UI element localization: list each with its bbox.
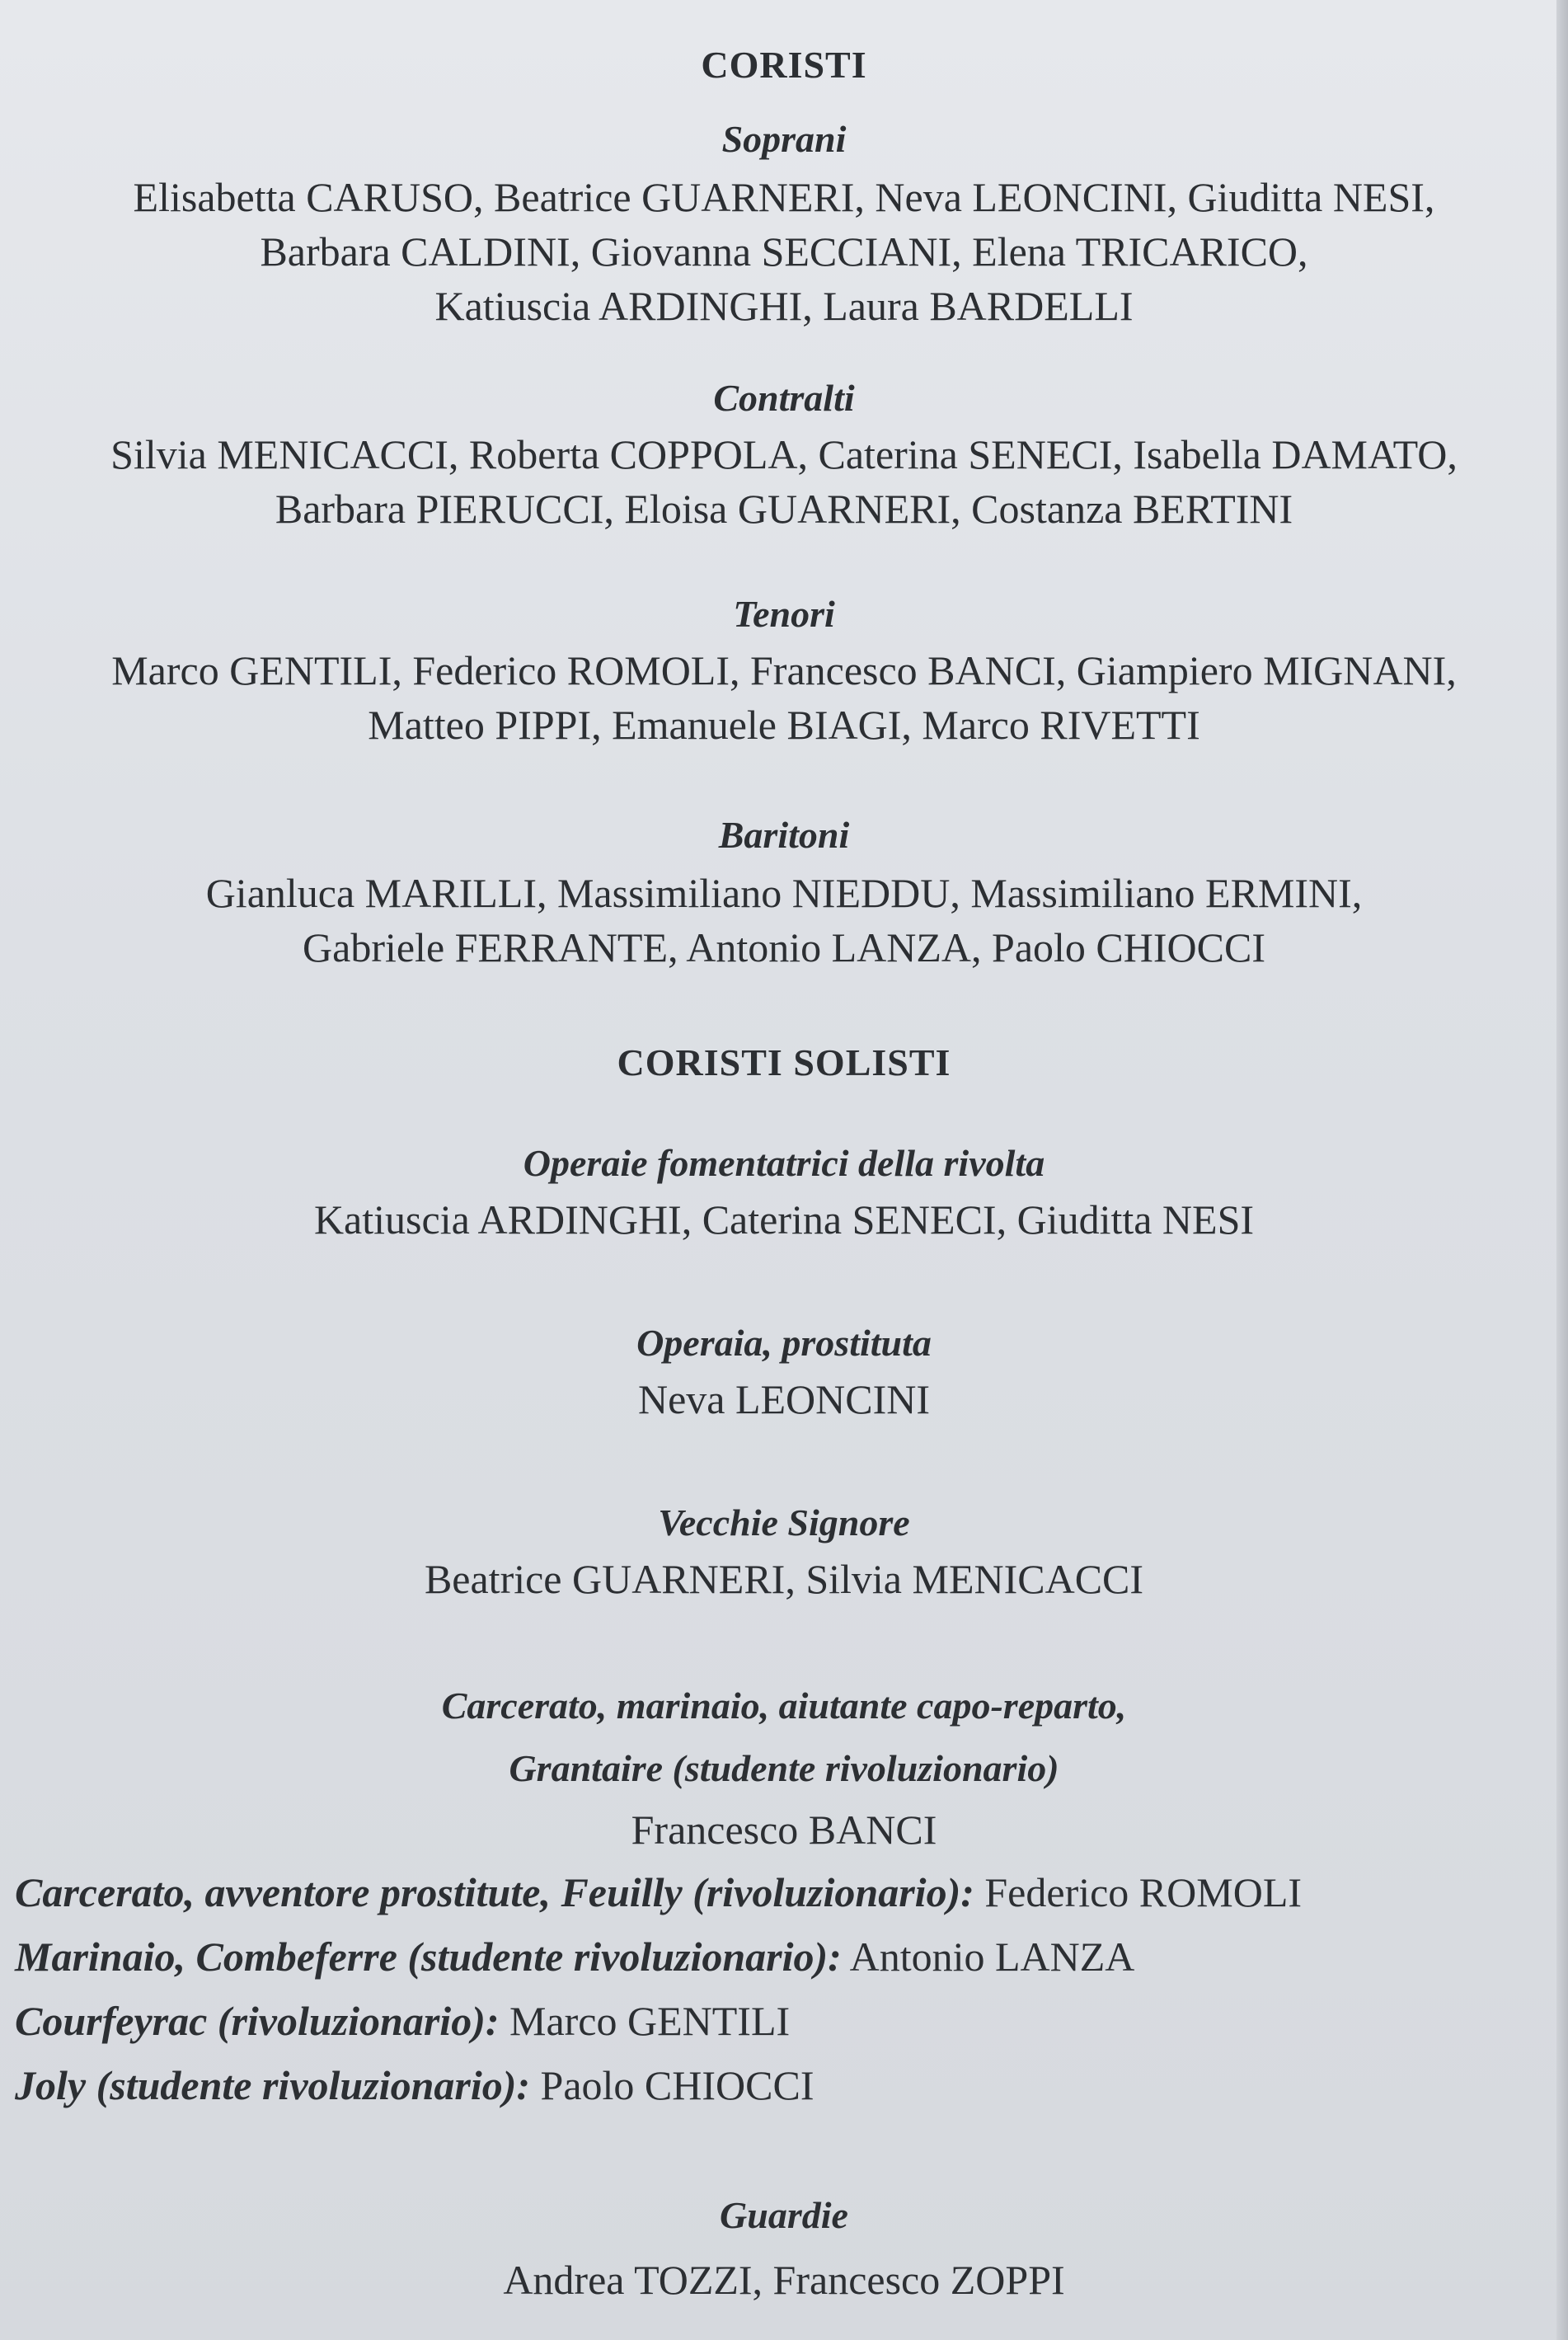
soprani-names <box>0 170 1568 333</box>
role-title-operaie: Operaie fomentatrici della rivolta <box>523 1142 1045 1184</box>
baritoni-names <box>0 866 1568 975</box>
inline-role-label: Marinaio, Combeferre (studente rivoluzionario): <box>15 1934 842 1980</box>
inline-role-row <box>15 1933 1548 1981</box>
names-line: Katiuscia ARDINGHI, Laura BARDELLI <box>434 283 1134 329</box>
inline-role-name: Paolo CHIOCCI <box>530 2062 815 2108</box>
names-line: Gianluca MARILLI, Massimiliano NIEDDU, Massimiliano ERMINI, <box>205 870 1363 916</box>
section-title-coristi: CORISTI <box>701 44 867 86</box>
inline-role-label: Joly (studente rivoluzionario): <box>15 2062 531 2108</box>
role-title-operaia: Operaia, prostituta <box>636 1322 932 1364</box>
role-names-carcerato: Francesco BANCI <box>631 1807 937 1853</box>
role-title-guardie: Guardie <box>720 2194 848 2236</box>
group-title-soprani: Soprani <box>721 118 847 160</box>
inline-role-label: Courfeyrac (rivoluzionario): <box>15 1998 500 2044</box>
inline-role-name: Marco GENTILI <box>499 1998 791 2044</box>
names-line: Gabriele FERRANTE, Antonio LANZA, Paolo CHIOCCI <box>303 924 1265 970</box>
inline-role-name: Federico ROMOLI <box>974 1869 1303 1915</box>
group-title-baritoni: Baritoni <box>718 814 850 856</box>
inline-role-label: Carcerato, avventore prostitute, Feuilly (rivoluzionario): <box>15 1869 974 1915</box>
contralti-names <box>0 427 1568 536</box>
role-names-operaie: Katiuscia ARDINGHI, Caterina SENECI, Giuditta NESI <box>313 1196 1255 1243</box>
role-names-vecchie: Beatrice GUARNERI, Silvia MENICACCI <box>424 1556 1144 1602</box>
section-title-solisti: CORISTI SOLISTI <box>617 1041 951 1083</box>
tenori-names <box>0 643 1568 752</box>
names-line: Elisabetta CARUSO, Beatrice GUARNERI, Neva LEONCINI, Giuditta NESI, <box>133 174 1435 220</box>
names-line: Matteo PIPPI, Emanuele BIAGI, Marco RIVETTI <box>368 702 1200 748</box>
role-names-guardie: Andrea TOZZI, Francesco ZOPPI <box>503 2257 1065 2303</box>
inline-role-name: Antonio LANZA <box>841 1934 1135 1980</box>
group-title-contralti: Contralti <box>713 377 855 419</box>
role-names-operaia: Neva LEONCINI <box>637 1376 931 1422</box>
names-line: Silvia MENICACCI, Roberta COPPOLA, Caterina SENECI, Isabella DAMATO, <box>110 431 1458 477</box>
names-line: Barbara PIERUCCI, Eloisa GUARNERI, Costanza BERTINI <box>275 486 1293 532</box>
group-title-tenori: Tenori <box>733 593 835 635</box>
role-title-carcerato-1: Carcerato, marinaio, aiutante capo-reparto, <box>441 1685 1127 1727</box>
inline-role-row <box>15 2061 1548 2109</box>
inline-role-row <box>15 1997 1548 2045</box>
role-title-carcerato-2: Grantaire (studente rivoluzionario) <box>509 1747 1059 1789</box>
names-line: Marco GENTILI, Federico ROMOLI, Francesco BANCI, Giampiero MIGNANI, <box>111 647 1457 693</box>
role-title-vecchie: Vecchie Signore <box>658 1501 910 1544</box>
names-line: Barbara CALDINI, Giovanna SECCIANI, Elena TRICARICO, <box>260 228 1308 275</box>
inline-role-row <box>15 1868 1548 1916</box>
